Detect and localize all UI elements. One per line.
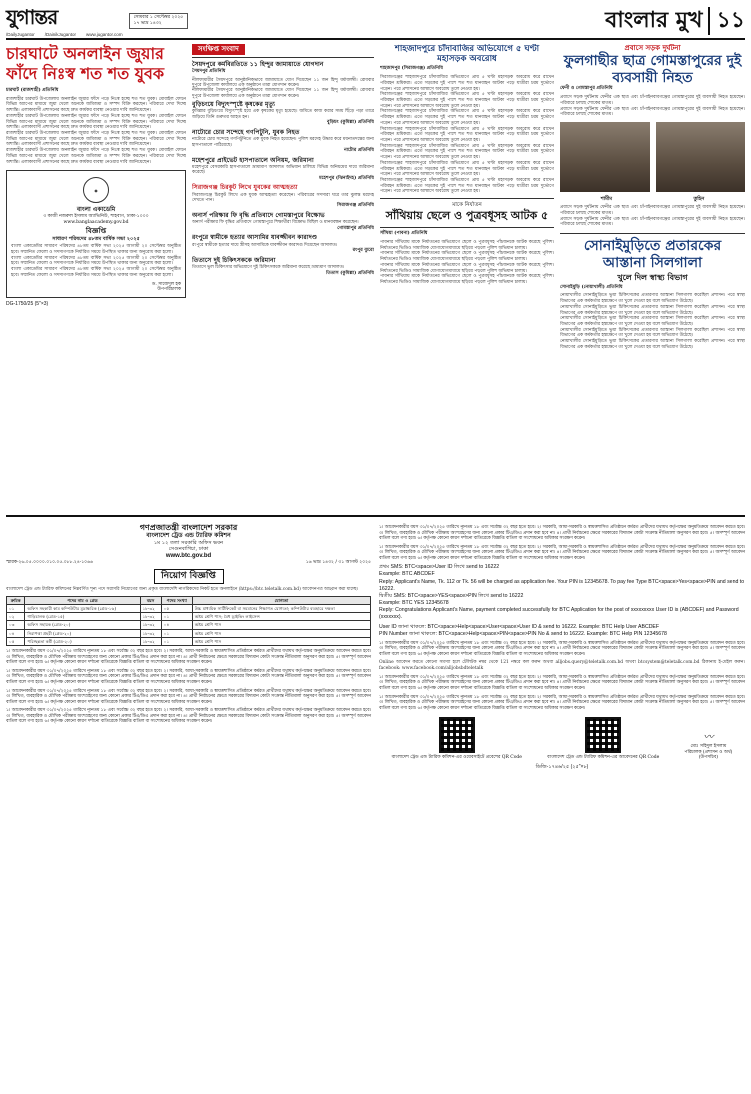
org-url[interactable]: www.btc.gov.bd: [165, 552, 212, 559]
signer-extra: (উপসচিব): [698, 755, 719, 761]
notice-intro: বাংলাদেশ ট্রেড এন্ড ট্যারিফ কমিশনের নিম্নবর্ণিত শূন্য পদে সরাসরি নিয়োগের জন্য প্রকৃত বাংলাদেশি নাগরিকদের নিকট হতে অনলাইনে (https://btc.teletalk.com.bd) আবেদনপত্র আহ্বান করা যাচ্ছে।: [6, 586, 359, 592]
table-cell: ০১: [7, 604, 25, 612]
story-byline: সাঁথিয়া (পাবনা) প্রতিনিধি: [380, 231, 428, 237]
notice-subtitle: সাধারণ পরিষদের ৪৮তম বার্ষিক সভা ২০২৫: [52, 236, 140, 243]
table-header: বয়স: [140, 596, 161, 604]
conditions-list: ১। আবেদনকারীর বয়স ৩১/০৭/২০২৫ তারিখে ন্যূনতম ১৮ এবং সর্বোচ্চ ৩২ বছর হতে হবে। ২। সরকারি, আধা-সরকারি ও স্বায়ত্তশাসিত প্রতিষ্ঠানে কর্মরত প্রার্থীদের যথাযথ কর্তৃপক্ষের অনুমতিক্রমে আবেদন করতে হবে। ৩। লিখিত, ব্যবহারিক ও মৌখিক পরীক্ষায় অংশগ্রহণের জন্য কোনো প্রকার টিএ/ডিএ প্রদান করা হবে না। ৪। প্রার্থী নির্বাচনের ক্ষেত্রে সরকারের বিদ্যমান কোটা সংক্রান্ত নীতিমালা অনুসরণ করা হবে। ৫। অসম্পূর্ণ আবেদন বাতিল বলে গণ্য হবে। ৬। কর্তৃপক্ষ কোনো কারণ দর্শানো ব্যতিরেকে বিজ্ঞপ্তি বাতিল বা সংশোধনের অধিকার সংরক্ষণ করেন।: [379, 640, 745, 657]
table-row: [7, 604, 371, 612]
right-story2-body: নোয়াখালীর সোনাইমুড়িতে ভুয়া চিকিৎসকের প্রতারণার আস্তানা সিলগালা করেছিল প্রশাসন। পরে স্বাস্থ্য বিভাগের এক কর্মকর্তার হস্তক্ষেপে তা খুলে দেওয়া হয় বলে অভিযোগ উঠেছে।: [560, 327, 745, 339]
memo-number: স্মারক-২৬.০৫.০০০০.০১০.০৫.০৮৮.২৪-১০৬৬: [6, 560, 93, 565]
ad-code: ডিজি-১৭৪৬/২৫ (২৫"×৮): [535, 763, 589, 770]
org-city: সেগুনবাগিচা, ঢাকা: [168, 546, 209, 552]
academy-site[interactable]: www.banglaacademy.gov.bd: [63, 219, 129, 225]
table-cell: ১৮-৩২: [140, 621, 161, 629]
right-body: প্রবাসে সড়ক দুর্ঘটনায় ফেনীর এক ছাত্র এবং চাঁপাইনবাবগঞ্জের গোমস্তাপুরের দুই ব্যবসায়ী নিহত হয়েছেন। পরিবারে চলছে শোকের মাতম।: [560, 216, 745, 228]
story-body: সিরাজগঞ্জের শাহজাদপুরে চাঁদাবাজির অভিযোগে প্রায় ৫ ঘণ্টা মহাসড়ক অবরোধ করে রাখেন পরিবহন শ্রমিকরা। এতে সড়কের দুই পাশে শত শত যানবাহন আটকা পড়ে যাত্রীরা চরম দুর্ভোগে পড়েন। পরে প্রশাসনের আশ্বাসে অবরোধ তুলে নেওয়া হয়।: [380, 109, 554, 126]
brief-item-byline: মহেশপুর (ঝিনাইদহ) প্রতিনিধি: [319, 175, 374, 181]
table-row: [7, 637, 371, 645]
brief-item-byline: তিতাস (কুমিল্লা) প্রতিনিধি: [326, 270, 374, 276]
newspaper-logo: যুগান্তর: [6, 4, 58, 29]
right-kicker: প্রবাসে সড়ক দুর্ঘটনা: [624, 44, 681, 52]
memo-date: ১৬ ভাদ্র ১৪৩২ / ৩১ আগস্ট ২০২৫: [305, 560, 371, 565]
table-cell: অফিস সহায়ক (গ্রেড-২০): [25, 621, 140, 629]
sms-reply-1: Reply: Applicant's Name, Tk. 112 or Tk. 56 will be charged as application fee. Your PIN is 12345678. To pay fee Type BTC<space>Yes<space>PIN and send to 16222.: [379, 578, 745, 592]
signer-name: মোঃ সহিদুল ইসলাম: [690, 744, 727, 750]
sms-instructions: [379, 564, 745, 637]
story-body: সিরাজগঞ্জের শাহজাদপুরে চাঁদাবাজির অভিযোগে প্রায় ৫ ঘণ্টা মহাসড়ক অবরোধ করে রাখেন পরিবহন শ্রমিকরা। এতে সড়কের দুই পাশে শত শত যানবাহন আটকা পড়ে যাত্রীরা চরম দুর্ভোগে পড়েন। পরে প্রশাসনের আশ্বাসে অবরোধ তুলে নেওয়া হয়।: [380, 75, 554, 92]
qr-caption: বাংলাদেশ ট্রেড এন্ড ট্যারিফ কমিশন-এর ওয়েবসাইটে প্রবেশের QR Code: [391, 755, 522, 761]
table-cell: অষ্টম শ্রেণি পাস: [192, 629, 370, 637]
table-cell: ০৫: [161, 604, 192, 612]
story-byline: শাহজাদপুর (সিরাজগঞ্জ) প্রতিনিধি: [380, 66, 443, 72]
qr-and-signature: [379, 717, 745, 761]
brief-item-byline: নাটোর প্রতিনিধি: [343, 147, 374, 153]
sms-example-2: Example: BTC YES 12345678: [379, 599, 449, 606]
table-cell: ০৩: [7, 621, 25, 629]
brief-item-body: কুমিল্লার বুড়িচংয়ে বিদ্যুৎস্পৃষ্ট হয়ে এক কৃষকের মৃত্যু হয়েছে। জমিতে কাজ করার সময় ছিঁড়ে পড়া তারে জড়িয়ে তিনি গুরুতর আহত হন।: [192, 109, 374, 120]
lead-body: রাজশাহীর চারঘাট উপজেলায় অনলাইন জুয়ার ফাঁদে পড়ে নিঃস্ব হচ্ছে শত শত যুবক। মোবাইল ফোনে বিভিন্ন অ্যাপের মাধ্যমে জুয়া খেলে অনেকে জমিজমা ও সম্পদ বিক্রি করছেন। পরিবারে দেখা দিচ্ছে অশান্তি। এলাকাবাসী প্রশাসনের কাছে দ্রুত কার্যকর ব্যবস্থা নেওয়ার দাবি জানিয়েছেন।: [6, 148, 186, 165]
person-photo[interactable]: [656, 122, 746, 192]
brief-news-label: সংক্ষিপ্ত সংবাদ: [192, 44, 245, 55]
table-cell: ১৮-৩২: [140, 637, 161, 645]
posts-table: [6, 596, 371, 647]
brief-item-body: মহেশপুরে বেসরকারি হাসপাতালে ভ্রাম্যমাণ আদালত অভিযান চালিয়ে বিভিন্ন অনিয়মের দায়ে জরিমানা করেছে।: [192, 164, 374, 176]
notice-body: বাংলা একাডেমির সাধারণ পরিষদের ৪৮তম বার্ষিক সভা ২০২৫ আগামী ২০ সেপ্টেম্বর অনুষ্ঠিত হবে। সম্মানিত ফেলো ও সদস্যগণকে নির্ধারিত সময়ে উপস্থিত থাকার জন্য অনুরোধ করা হলো।: [11, 244, 181, 256]
apply-qr[interactable]: [547, 717, 659, 761]
table-header: ক্রমিক: [7, 596, 25, 604]
third-column: [380, 44, 554, 509]
table-header-row: [7, 596, 371, 604]
brief-item-body: নাটোরে চোর সন্দেহে গণপিটুনিতে এক যুবক নিহত হয়েছেন। পুলিশ মরদেহ উদ্ধার করে ময়নাতদন্তের জন্য হাসপাতালে পাঠিয়েছে।: [192, 137, 374, 148]
recruitment-notice: [6, 515, 745, 1085]
story-body: পাবনার সাঁথিয়ায় মাকে নির্যাতনের অভিযোগে ছেলে ও পুত্রবধূসহ পাঁচজনকে আটক করেছে পুলিশ। নির্যাতনের ভিডিও সামাজিক যোগাযোগমাধ্যমে ছড়িয়ে পড়লে পুলিশ অভিযান চালায়।: [380, 274, 554, 286]
right-story2-body: নোয়াখালীর সোনাইমুড়িতে ভুয়া চিকিৎসকের প্রতারণার আস্তানা সিলগালা করেছিল প্রশাসন। পরে স্বাস্থ্য বিভাগের এক কর্মকর্তার হস্তক্ষেপে তা খুলে দেওয়া হয় বলে অভিযোগ উঠেছে।: [560, 304, 745, 316]
brief-item-byline: সিরাজগঞ্জ প্রতিনিধি: [337, 203, 374, 209]
notice-right: [379, 522, 745, 1085]
table-header: পদের সংখ্যা: [161, 596, 192, 604]
table-cell: ০৪: [161, 621, 192, 629]
date-gregorian: সোমবার ১ সেপ্টেম্বর ২০২৫: [133, 15, 184, 21]
qr-caption: বাংলাদেশ ট্রেড এন্ড ট্যারিফ কমিশন-এর আবেদনের QR Code: [547, 755, 660, 761]
right-headline[interactable]: ফুলগাছীর ছাত্র গোমস্তাপুরের দুই ব্যবসায়ী নিহত: [563, 52, 742, 86]
brief-item-title: বুড়িচংয়ে বিদ্যুৎস্পৃষ্টে কৃষকের মৃত্যু: [192, 101, 275, 109]
brief-item-body: সিরাজগঞ্জে চিরকুট লিখে এক যুবক আত্মহত্যা করেছেন। পরিবারের সদস্যরা ঘরে তার ঝুলন্ত মরদেহ দেখতে পান।: [192, 192, 374, 203]
photo-caption: তুহিন: [693, 195, 705, 202]
table-cell: অষ্টম শ্রেণি পাস: [192, 637, 370, 645]
table-cell: গাড়িচালক (গ্রেড-১৫): [25, 613, 140, 621]
help-user: User ID জানা থাকলে: BTC<space>Help<space>User<space>User ID & send to 16222. Example: BTC Help User ABCDEF: [379, 623, 660, 630]
social-links: [6, 32, 123, 38]
story-body: সিরাজগঞ্জের শাহজাদপুরে চাঁদাবাজির অভিযোগে প্রায় ৫ ঘণ্টা মহাসড়ক অবরোধ করে রাখেন পরিবহন শ্রমিকরা। এতে সড়কের দুই পাশে শত শত যানবাহন আটকা পড়ে যাত্রীরা চরম দুর্ভোগে পড়েন। পরে প্রশাসনের আশ্বাসে অবরোধ তুলে নেওয়া হয়।: [380, 92, 554, 109]
table-header: পদের নাম ও গ্রেড: [25, 596, 140, 604]
brief-item-body: তিতাসে ভুল চিকিৎসার অভিযোগে দুই চিকিৎসককে জরিমানা করেছে ভ্রাম্যমাণ আদালত।: [192, 265, 345, 271]
ad-code: DG-1750/25 (5"×3): [6, 300, 49, 307]
conditions-list: ১। আবেদনকারীর বয়স ৩১/০৭/২০২৫ তারিখে ন্যূনতম ১৮ এবং সর্বোচ্চ ৩২ বছর হতে হবে। ২। সরকারি, আধা-সরকারি ও স্বায়ত্তশাসিত প্রতিষ্ঠানে কর্মরত প্রার্থীদের যথাযথ কর্তৃপক্ষের অনুমতিক্রমে আবেদন করতে হবে। ৩। লিখিত, ব্যবহারিক ও মৌখিক পরীক্ষায় অংশগ্রহণের জন্য কোনো প্রকার টিএ/ডিএ প্রদান করা হবে না। ৪। প্রার্থী নির্বাচনের ক্ষেত্রে সরকারের বিদ্যমান কোটা সংক্রান্ত নীতিমালা অনুসরণ করা হবে। ৫। অসম্পূর্ণ আবেদন বাতিল বলে গণ্য হবে। ৬। কর্তৃপক্ষ কোনো কারণ দর্শানো ব্যতিরেকে বিজ্ঞপ্তি বাতিল বা সংশোধনের অধিকার সংরক্ষণ করেন।: [6, 708, 371, 725]
brief-item[interactable]: [192, 157, 374, 182]
section-title: বাংলার মুখ: [605, 7, 703, 34]
lead-story-column: [6, 44, 186, 509]
help-pin: PIN Number জানা থাকলে: BTC<space>Help<space>PIN<space>PIN No & send to 16222. Example: BTC Help PIN 12345678: [379, 630, 667, 637]
right-body: প্রবাসে সড়ক দুর্ঘটনায় ফেনীর এক ছাত্র এবং চাঁপাইনবাবগঞ্জের গোমস্তাপুরের দুই ব্যবসায়ী নিহত হয়েছেন। পরিবারে চলছে শোকের মাতম।: [560, 95, 745, 106]
lead-body: রাজশাহীর চারঘাট উপজেলায় অনলাইন জুয়ার ফাঁদে পড়ে নিঃস্ব হচ্ছে শত শত যুবক। মোবাইল ফোনে বিভিন্ন অ্যাপের মাধ্যমে জুয়া খেলে অনেকে জমিজমা ও সম্পদ বিক্রি করছেন। পরিবারে দেখা দিচ্ছে অশান্তি। এলাকাবাসী প্রশাসনের কাছে দ্রুত কার্যকর ব্যবস্থা নেওয়ার দাবি জানিয়েছেন।: [6, 96, 186, 114]
brief-item[interactable]: [192, 234, 374, 253]
sms-reply-2: Reply: Congratulations Applicant's Name, payment completed successfully for BTC Application for the post of xxxxxxxxx User ID is (ABCDEF) and Password (xxxxxxx).: [379, 606, 739, 620]
brief-item-byline: গোমস্তাপুর প্রতিনিধি: [337, 225, 374, 231]
brief-item-body: অনার্স পরীক্ষার ফি বৃদ্ধির প্রতিবাদে গোমস্তাপুরে শিক্ষার্থীরা বিক্ষোভ মিছিল ও মানববন্ধন করেছেন।: [192, 220, 359, 226]
right-story2-body: নোয়াখালীর সোনাইমুড়িতে ভুয়া চিকিৎসকের প্রতারণার আস্তানা সিলগালা করেছিল প্রশাসন। পরে স্বাস্থ্য বিভাগের এক কর্মকর্তার হস্তক্ষেপে তা খুলে দেওয়া হয় বলে অভিযোগ উঠেছে।: [560, 339, 745, 350]
contact-info: Online আবেদন করতে কোনো সমস্যা হলে টেলিটক নম্বর থেকে 121 নম্বরে কল করুন অথবা alljobs.query@teletalk.com.bd অথবা btcsystem@teletalk.com.bd ঠিকানায় ই-মেইল করুন। facebook: www.facebook.com/alljobsbdteletalk: [379, 660, 745, 672]
story-box: [380, 198, 554, 228]
signature-image: 〰: [703, 731, 714, 743]
brief-news-label-bar: [192, 44, 374, 58]
notice-left: [6, 522, 371, 1085]
date-box: [129, 13, 189, 29]
lead-headline[interactable]: চারঘাটে অনলাইন জুয়ার ফাঁদে নিঃস্ব শত শত যুবক: [6, 44, 165, 83]
table-row: [7, 621, 371, 629]
social-link-facebook[interactable]: /DainikJugantor: [44, 31, 77, 37]
photo-caption: শামীম: [600, 195, 613, 202]
recruitment-title: নিয়োগ বিজ্ঞপ্তি: [154, 569, 224, 584]
photo-row: [560, 122, 745, 192]
right-story2-byline: সোনাইমুড়ি (নোয়াখালী) প্রতিনিধি: [560, 284, 623, 290]
table-row: [7, 613, 371, 621]
table-row: [7, 629, 371, 637]
brief-item[interactable]: [192, 101, 374, 126]
academy-address: ৩ কাজী নজরুল ইসলাম অ্যাভিনিউ, শাহবাগ, ঢাকা-১০০০: [43, 213, 149, 219]
right-byline: ফেনী ও গোমস্তাপুর প্রতিনিধি: [560, 86, 613, 92]
lead-byline: চারঘাট (রাজশাহী) প্রতিনিধি: [6, 88, 59, 93]
brief-item[interactable]: [192, 129, 374, 154]
signer-title: উপপরিচালক: [157, 287, 181, 293]
brief-item[interactable]: [192, 61, 374, 99]
brief-item[interactable]: [192, 257, 374, 276]
date-bangla: ১৭ ভাদ্র ১৪৩২: [133, 21, 162, 26]
table-cell: ১৮-৩২: [140, 629, 161, 637]
table-cell: উচ্চ মাধ্যমিক সার্টিফিকেট বা সমমানের শিক্ষাগত যোগ্যতা; কম্পিউটার ব্যবহারে দক্ষতা: [192, 604, 370, 612]
memo-row: [6, 560, 371, 566]
qr-code-icon: [439, 717, 475, 753]
brief-item-byline: রংপুর ব্যুরো: [352, 248, 374, 254]
brief-item-title: রংপুরে স্বামীকে হত্যার আসামির যাবজ্জীবন কারাদণ্ড: [192, 234, 318, 242]
masthead: [6, 4, 745, 40]
sms-step-1: প্রথম SMS: BTC<space>User ID লিখে send to 16222: [379, 564, 500, 571]
page-number: ১১: [708, 7, 745, 35]
bangla-academy-notice: [6, 170, 186, 298]
conditions-list: ১। আবেদনকারীর বয়স ৩১/০৭/২০২৫ তারিখে ন্যূনতম ১৮ এবং সর্বোচ্চ ৩২ বছর হতে হবে। ২। সরকারি, আধা-সরকারি ও স্বায়ত্তশাসিত প্রতিষ্ঠানে কর্মরত প্রার্থীদের যথাযথ কর্তৃপক্ষের অনুমতিক্রমে আবেদন করতে হবে। ৩। লিখিত, ব্যবহারিক ও মৌখিক পরীক্ষায় অংশগ্রহণের জন্য কোনো প্রকার টিএ/ডিএ প্রদান করা হবে না। ৪। প্রার্থী নির্বাচনের ক্ষেত্রে সরকারের বিদ্যমান কোটা সংক্রান্ত নীতিমালা অনুসরণ করা হবে। ৫। অসম্পূর্ণ আবেদন বাতিল বলে গণ্য হবে। ৬। কর্তৃপক্ষ কোনো কারণ দর্শানো ব্যতিরেকে বিজ্ঞপ্তি বাতিল বা সংশোধনের অধিকার সংরক্ষণ করেন।: [379, 694, 745, 711]
story-body: পাবনার সাঁথিয়ায় মাকে নির্যাতনের অভিযোগে ছেলে ও পুত্রবধূসহ পাঁচজনকে আটক করেছে পুলিশ। নির্যাতনের ভিডিও সামাজিক যোগাযোগমাধ্যমে ছড়িয়ে পড়লে পুলিশ অভিযান চালায়।: [380, 240, 554, 251]
story-body: সিরাজগঞ্জের শাহজাদপুরে চাঁদাবাজির অভিযোগে প্রায় ৫ ঘণ্টা মহাসড়ক অবরোধ করে রাখেন পরিবহন শ্রমিকরা। এতে সড়কের দুই পাশে শত শত যানবাহন আটকা পড়ে যাত্রীরা চরম দুর্ভোগে পড়েন। পরে প্রশাসনের আশ্বাসে অবরোধ তুলে নেওয়া হয়।: [380, 178, 554, 195]
right-body: প্রবাসে সড়ক দুর্ঘটনায় ফেনীর এক ছাত্র এবং চাঁপাইনবাবগঞ্জের গোমস্তাপুরের দুই ব্যবসায়ী নিহত হয়েছেন। পরিবারে চলছে শোকের মাতম।: [560, 205, 745, 216]
table-cell: ০১: [161, 613, 192, 621]
table-cell: অফিস সহকারী কাম কম্পিউটার মুদ্রাক্ষরিক (গ্রেড-১৬): [25, 604, 140, 612]
brief-item-byline: সৈয়দপুর প্রতিনিধি: [192, 69, 226, 75]
notice-body: বাংলা একাডেমির সাধারণ পরিষদের ৪৮তম বার্ষিক সভা ২০২৫ আগামী ২০ সেপ্টেম্বর অনুষ্ঠিত হবে। সম্মানিত ফেলো ও সদস্যগণকে নির্ধারিত সময়ে উপস্থিত থাকার জন্য অনুরোধ করা হলো।: [11, 267, 181, 278]
brief-item[interactable]: [192, 212, 374, 231]
signer-name: ড. সাজেদুল হক: [152, 281, 181, 287]
conditions-list: ১। আবেদনকারীর বয়স ৩১/০৭/২০২৫ তারিখে ন্যূনতম ১৮ এবং সর্বোচ্চ ৩২ বছর হতে হবে। ২। সরকারি, আধা-সরকারি ও স্বায়ত্তশাসিত প্রতিষ্ঠানে কর্মরত প্রার্থীদের যথাযথ কর্তৃপক্ষের অনুমতিক্রমে আবেদন করতে হবে। ৩। লিখিত, ব্যবহারিক ও মৌখিক পরীক্ষায় অংশগ্রহণের জন্য কোনো প্রকার টিএ/ডিএ প্রদান করা হবে না। ৪। প্রার্থী নির্বাচনের ক্ষেত্রে সরকারের বিদ্যমান কোটা সংক্রান্ত নীতিমালা অনুসরণ করা হবে। ৫। অসম্পূর্ণ আবেদন বাতিল বলে গণ্য হবে। ৬। কর্তৃপক্ষ কোনো কারণ দর্শানো ব্যতিরেকে বিজ্ঞপ্তি বাতিল বা সংশোধনের অধিকার সংরক্ষণ করেন।: [379, 674, 745, 691]
org-building: ১ম ১২ তলা সরকারি অফিস ভবন: [153, 539, 224, 546]
table-cell: ০১: [161, 629, 192, 637]
right-column: [560, 44, 745, 509]
conditions-list: ১। আবেদনকারীর বয়স ৩১/০৭/২০২৫ তারিখে ন্যূনতম ১৮ এবং সর্বোচ্চ ৩২ বছর হতে হবে। ২। সরকারি, আধা-সরকারি ও স্বায়ত্তশাসিত প্রতিষ্ঠানে কর্মরত প্রার্থীদের যথাযথ কর্তৃপক্ষের অনুমতিক্রমে আবেদন করতে হবে। ৩। লিখিত, ব্যবহারিক ও মৌখিক পরীক্ষায় অংশগ্রহণের জন্য কোনো প্রকার টিএ/ডিএ প্রদান করা হবে না। ৪। প্রার্থী নির্বাচনের ক্ষেত্রে সরকারের বিদ্যমান কোটা সংক্রান্ত নীতিমালা অনুসরণ করা হবে। ৫। অসম্পূর্ণ আবেদন বাতিল বলে গণ্য হবে। ৬। কর্তৃপক্ষ কোনো কারণ দর্শানো ব্যতিরেকে বিজ্ঞপ্তি বাতিল বা সংশোধনের অধিকার সংরক্ষণ করেন।: [6, 649, 371, 666]
qr-code-icon: [585, 717, 621, 753]
brief-item-title: মহেশপুরে প্রাইভেট হাসপাতালে অনিয়ম, জরিমানা: [192, 156, 314, 164]
table-cell: পরিচ্ছন্নতা কর্মী (গ্রেড-২০): [25, 637, 140, 645]
lead-body: রাজশাহীর চারঘাট উপজেলায় অনলাইন জুয়ার ফাঁদে পড়ে নিঃস্ব হচ্ছে শত শত যুবক। মোবাইল ফোনে বিভিন্ন অ্যাপের মাধ্যমে জুয়া খেলে অনেকে জমিজমা ও সম্পদ বিক্রি করছেন। পরিবারে দেখা দিচ্ছে অশান্তি। এলাকাবাসী প্রশাসনের কাছে দ্রুত কার্যকর ব্যবস্থা নেওয়ার দাবি জানিয়েছেন।: [6, 131, 186, 148]
brief-news-column: [192, 44, 374, 509]
conditions-list: ১। আবেদনকারীর বয়স ৩১/০৭/২০২৫ তারিখে ন্যূনতম ১৮ এবং সর্বোচ্চ ৩২ বছর হতে হবে। ২। সরকারি, আধা-সরকারি ও স্বায়ত্তশাসিত প্রতিষ্ঠানে কর্মরত প্রার্থীদের যথাযথ কর্তৃপক্ষের অনুমতিক্রমে আবেদন করতে হবে। ৩। লিখিত, ব্যবহারিক ও মৌখিক পরীক্ষায় অংশগ্রহণের জন্য কোনো প্রকার টিএ/ডিএ প্রদান করা হবে না। ৪। প্রার্থী নির্বাচনের ক্ষেত্রে সরকারের বিদ্যমান কোটা সংক্রান্ত নীতিমালা অনুসরণ করা হবে। ৫। অসম্পূর্ণ আবেদন বাতিল বলে গণ্য হবে। ৬। কর্তৃপক্ষ কোনো কারণ দর্শানো ব্যতিরেকে বিজ্ঞপ্তি বাতিল বা সংশোধনের অধিকার সংরক্ষণ করেন।: [6, 688, 371, 705]
brief-item[interactable]: [192, 184, 374, 209]
story-body: সিরাজগঞ্জের শাহজাদপুরে চাঁদাবাজির অভিযোগে প্রায় ৫ ঘণ্টা মহাসড়ক অবরোধ করে রাখেন পরিবহন শ্রমিকরা। এতে সড়কের দুই পাশে শত শত যানবাহন আটকা পড়ে যাত্রীরা চরম দুর্ভোগে পড়েন। পরে প্রশাসনের আশ্বাসে অবরোধ তুলে নেওয়া হয়।: [380, 160, 554, 178]
lead-body: রাজশাহীর চারঘাট উপজেলায় অনলাইন জুয়ার ফাঁদে পড়ে নিঃস্ব হচ্ছে শত শত যুবক। মোবাইল ফোনে বিভিন্ন অ্যাপের মাধ্যমে জুয়া খেলে অনেকে জমিজমা ও সম্পদ বিক্রি করছেন। পরিবারে দেখা দিচ্ছে অশান্তি। এলাকাবাসী প্রশাসনের কাছে দ্রুত কার্যকর ব্যবস্থা নেওয়ার দাবি জানিয়েছেন।: [6, 113, 186, 131]
gov-title: গণপ্রজাতন্ত্রী বাংলাদেশ সরকার: [139, 522, 238, 532]
news-section: [6, 44, 745, 509]
brief-item-title: অনার্স পরিক্ষার ফি বৃদ্ধি প্রতিবাদে গোমস্তাপুরে বিক্ষোভ: [192, 211, 325, 219]
table-cell: ০২: [7, 613, 25, 621]
sms-step-2: দ্বিতীয় SMS: BTC<space>YES<space>PIN লিখে send to 16222: [379, 592, 524, 599]
table-cell: অষ্টম শ্রেণি পাস; বৈধ ড্রাইভিং লাইসেন্স: [192, 613, 370, 621]
brief-item-title: নাটোরে চোর সন্দেহে গণপিটুনি, যুবক নিহত: [192, 128, 300, 136]
table-cell: ০৪: [7, 629, 25, 637]
table-cell: ০১: [161, 637, 192, 645]
story-kicker: মাকে নির্যাতন: [452, 202, 482, 209]
website-qr[interactable]: [392, 717, 522, 761]
conditions-list: ১। আবেদনকারীর বয়স ৩১/০৭/২০২৫ তারিখে ন্যূনতম ১৮ এবং সর্বোচ্চ ৩২ বছর হতে হবে। ২। সরকারি, আধা-সরকারি ও স্বায়ত্তশাসিত প্রতিষ্ঠানে কর্মরত প্রার্থীদের যথাযথ কর্তৃপক্ষের অনুমতিক্রমে আবেদন করতে হবে। ৩। লিখিত, ব্যবহারিক ও মৌখিক পরীক্ষায় অংশগ্রহণের জন্য কোনো প্রকার টিএ/ডিএ প্রদান করা হবে না। ৪। প্রার্থী নির্বাচনের ক্ষেত্রে সরকারের বিদ্যমান কোটা সংক্রান্ত নীতিমালা অনুসরণ করা হবে। ৫। অসম্পূর্ণ আবেদন বাতিল বলে গণ্য হবে। ৬। কর্তৃপক্ষ কোনো কারণ দর্শানো ব্যতিরেকে বিজ্ঞপ্তি বাতিল বা সংশোধনের অধিকার সংরক্ষণ করেন।: [379, 544, 745, 561]
story-headline[interactable]: সাঁথিয়ায় ছেলে ও পুত্রবধূসহ আটক ৫: [385, 209, 549, 223]
brief-item-title: তিতাসে দুই চিকিৎসককে জরিমানা: [192, 256, 276, 264]
table-cell: ০৫: [7, 637, 25, 645]
signer-title: পরিচালক (প্রশাসন ও অর্থ): [684, 749, 733, 755]
brief-item-byline: বুড়িচং (কুমিল্লা) প্রতিনিধি: [327, 120, 374, 126]
photo-captions: [560, 196, 745, 202]
conditions-list: ১। আবেদনকারীর বয়স ৩১/০৭/২০২৫ তারিখে ন্যূনতম ১৮ এবং সর্বোচ্চ ৩২ বছর হতে হবে। ২। সরকারি, আধা-সরকারি ও স্বায়ত্তশাসিত প্রতিষ্ঠানে কর্মরত প্রার্থীদের যথাযথ কর্তৃপক্ষের অনুমতিক্রমে আবেদন করতে হবে। ৩। লিখিত, ব্যবহারিক ও মৌখিক পরীক্ষায় অংশগ্রহণের জন্য কোনো প্রকার টিএ/ডিএ প্রদান করা হবে না। ৪। প্রার্থী নির্বাচনের ক্ষেত্রে সরকারের বিদ্যমান কোটা সংক্রান্ত নীতিমালা অনুসরণ করা হবে। ৫। অসম্পূর্ণ আবেদন বাতিল বলে গণ্য হবে। ৬। কর্তৃপক্ষ কোনো কারণ দর্শানো ব্যতিরেকে বিজ্ঞপ্তি বাতিল বা সংশোধনের অধিকার সংরক্ষণ করেন।: [6, 668, 371, 685]
brief-item-title: সিরাজগঞ্জ চিরকুট লিখে যুবকের আত্মহত্যা: [192, 184, 298, 192]
brief-item-body: রংপুরে স্বামীকে হত্যার দায়ে স্ত্রীসহ আসামিকে যাবজ্জীবন কারাদণ্ড দিয়েছেন আদালত।: [192, 242, 338, 248]
story-headline[interactable]: শাহজাদপুরে চাঁদাবাজির অভিযোগে ৫ ঘণ্টা মহাসড়ক অবরোধ: [394, 44, 540, 65]
right-body: প্রবাসে সড়ক দুর্ঘটনায় ফেনীর এক ছাত্র এবং চাঁপাইনবাবগঞ্জের গোমস্তাপুরের দুই ব্যবসায়ী নিহত হয়েছেন। পরিবারে চলছে শোকের মাতম।: [560, 106, 745, 118]
academy-seal-icon: ◉: [83, 177, 109, 203]
right-story2-body: নোয়াখালীর সোনাইমুড়িতে ভুয়া চিকিৎসকের প্রতারণার আস্তানা সিলগালা করেছিল প্রশাসন। পরে স্বাস্থ্য বিভাগের এক কর্মকর্তার হস্তক্ষেপে তা খুলে দেওয়া হয় বলে অভিযোগ উঠেছে।: [560, 316, 745, 327]
academy-name: বাংলা একাডেমি: [76, 206, 116, 214]
brief-item-body: নীলফামারীর সৈয়দপুরে আনুষ্ঠানিকভাবে জামায়াতে যোগ দিয়েছেন ১১ জন হিন্দু ধর্মাবলম্বী। রোববার দুপুরে উপজেলা কার্যালয়ে এক অনুষ্ঠানে তারা যোগদান করেন।: [192, 88, 374, 99]
social-link-twitter[interactable]: /DailyJugantor: [6, 31, 35, 37]
right-story2-body: নোয়াখালীর সোনাইমুড়িতে ভুয়া চিকিৎসকের প্রতারণার আস্তানা সিলগালা করেছিল প্রশাসন। পরে স্বাস্থ্য বিভাগের এক কর্মকর্তার হস্তক্ষেপে তা খুলে দেওয়া হয় বলে অভিযোগ উঠেছে।: [560, 293, 745, 305]
table-cell: অষ্টম শ্রেণি পাস: [192, 621, 370, 629]
person-photo[interactable]: [560, 122, 650, 192]
brief-item-title: সৈয়দপুরে কর্মবিরতিতে ১১ হিন্দুর জামায়াতে যোগদান: [192, 60, 324, 68]
website-link[interactable]: www.jugantor.com: [86, 31, 123, 37]
conditions-list: ১। আবেদনকারীর বয়স ৩১/০৭/২০২৫ তারিখে ন্যূনতম ১৮ এবং সর্বোচ্চ ৩২ বছর হতে হবে। ২। সরকারি, আধা-সরকারি ও স্বায়ত্তশাসিত প্রতিষ্ঠানে কর্মরত প্রার্থীদের যথাযথ কর্তৃপক্ষের অনুমতিক্রমে আবেদন করতে হবে। ৩। লিখিত, ব্যবহারিক ও মৌখিক পরীক্ষায় অংশগ্রহণের জন্য কোনো প্রকার টিএ/ডিএ প্রদান করা হবে না। ৪। প্রার্থী নির্বাচনের ক্ষেত্রে সরকারের বিদ্যমান কোটা সংক্রান্ত নীতিমালা অনুসরণ করা হবে। ৫। অসম্পূর্ণ আবেদন বাতিল বলে গণ্য হবে। ৬। কর্তৃপক্ষ কোনো কারণ দর্শানো ব্যতিরেকে বিজ্ঞপ্তি বাতিল বা সংশোধনের অধিকার সংরক্ষণ করেন।: [379, 525, 745, 542]
right-story2-sub: খুলে দিল স্বাস্থ্য বিভাগ: [617, 271, 688, 282]
sms-example-1: Example: BTC ABCDEF: [379, 571, 435, 578]
sms-block: [379, 522, 745, 561]
table-cell: নিরাপত্তা প্রহরী (গ্রেড-২০): [25, 629, 140, 637]
notice-title: বিজ্ঞপ্তি: [85, 226, 107, 236]
table-cell: ১৮-৩২: [140, 604, 161, 612]
brief-item-body: নীলফামারীর সৈয়দপুরে আনুষ্ঠানিকভাবে জামায়াতে যোগ দিয়েছেন ১১ জন হিন্দু ধর্মাবলম্বী। রোববার দুপুরে উপজেলা কার্যালয়ে এক অনুষ্ঠানে তারা যোগদান করেন।: [192, 77, 374, 89]
story-body: সিরাজগঞ্জের শাহজাদপুরে চাঁদাবাজির অভিযোগে প্রায় ৫ ঘণ্টা মহাসড়ক অবরোধ করে রাখেন পরিবহন শ্রমিকরা। এতে সড়কের দুই পাশে শত শত যানবাহন আটকা পড়ে যাত্রীরা চরম দুর্ভোগে পড়েন। পরে প্রশাসনের আশ্বাসে অবরোধ তুলে নেওয়া হয়।: [380, 126, 554, 144]
org-name: বাংলাদেশ ট্রেড এন্ড ট্যারিফ কমিশন: [146, 532, 231, 539]
notice-body: বাংলা একাডেমির সাধারণ পরিষদের ৪৮তম বার্ষিক সভা ২০২৫ আগামী ২০ সেপ্টেম্বর অনুষ্ঠিত হবে। সম্মানিত ফেলো ও সদস্যগণকে নির্ধারিত সময়ে উপস্থিত থাকার জন্য অনুরোধ করা হলো।: [11, 255, 181, 267]
right-story2-headline[interactable]: সোনাইমুড়িতে প্রতারকের আস্তানা সিলগালা: [560, 233, 745, 272]
story-body: সিরাজগঞ্জের শাহজাদপুরে চাঁদাবাজির অভিযোগে প্রায় ৫ ঘণ্টা মহাসড়ক অবরোধ করে রাখেন পরিবহন শ্রমিকরা। এতে সড়কের দুই পাশে শত শত যানবাহন আটকা পড়ে যাত্রীরা চরম দুর্ভোগে পড়েন। পরে প্রশাসনের আশ্বাসে অবরোধ তুলে নেওয়া হয়।: [380, 143, 554, 161]
signature-block: [684, 732, 732, 761]
story-body: পাবনার সাঁথিয়ায় মাকে নির্যাতনের অভিযোগে ছেলে ও পুত্রবধূসহ পাঁচজনকে আটক করেছে পুলিশ। নির্যাতনের ভিডিও সামাজিক যোগাযোগমাধ্যমে ছড়িয়ে পড়লে পুলিশ অভিযান চালায়।: [380, 251, 554, 263]
table-cell: ১৮-৩২: [140, 613, 161, 621]
story-body: পাবনার সাঁথিয়ায় মাকে নির্যাতনের অভিযোগে ছেলে ও পুত্রবধূসহ পাঁচজনকে আটক করেছে পুলিশ। নির্যাতনের ভিডিও সামাজিক যোগাযোগমাধ্যমে ছড়িয়ে পড়লে পুলিশ অভিযান চালায়।: [380, 262, 554, 274]
table-header: যোগ্যতা: [192, 596, 370, 604]
notice-signature: [11, 282, 181, 293]
